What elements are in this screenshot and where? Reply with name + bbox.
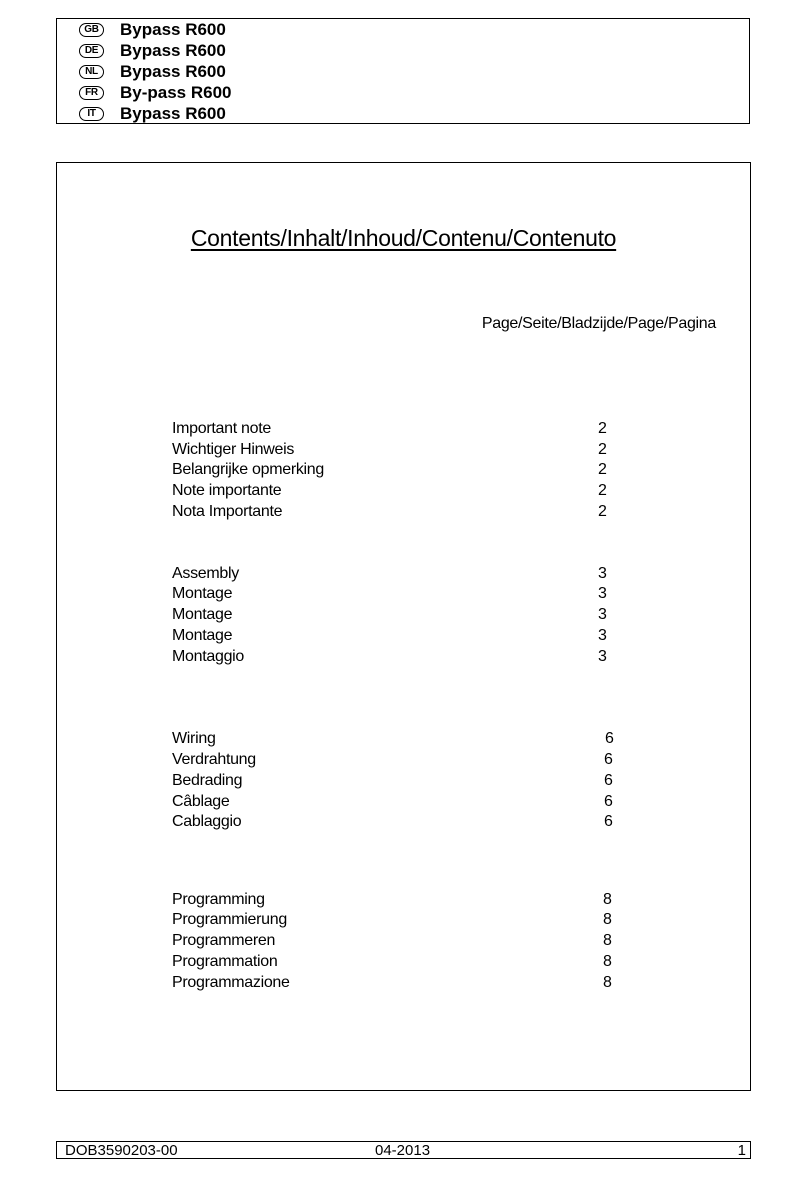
toc-entry-page: 8 xyxy=(603,974,612,991)
language-row xyxy=(79,19,226,40)
toc-entry-page: 8 xyxy=(603,911,612,928)
toc-entry-page: 8 xyxy=(603,932,612,949)
toc-entry-label: Montage xyxy=(172,606,233,623)
language-header xyxy=(56,18,750,124)
toc-entry-label: Programmierung xyxy=(172,911,287,928)
toc-entry-page: 2 xyxy=(598,482,607,499)
language-title: Bypass R600 xyxy=(120,103,226,123)
toc-entry-page: 3 xyxy=(598,606,607,623)
page-number: 1 xyxy=(737,1142,746,1159)
toc-entry-page: 3 xyxy=(598,585,607,602)
toc-entry-label: Nota Importante xyxy=(172,503,283,520)
contents-box xyxy=(56,162,751,1091)
toc-entry-page: 3 xyxy=(598,627,607,644)
toc-entry-page: 6 xyxy=(604,793,613,810)
toc-entry-page: 6 xyxy=(604,772,613,789)
language-badge: NL xyxy=(79,65,104,79)
toc-entry-label: Programmation xyxy=(172,953,278,970)
language-badge: IT xyxy=(79,107,104,121)
language-title: Bypass R600 xyxy=(120,40,226,60)
language-title: By-pass R600 xyxy=(120,82,232,102)
toc-entry-page: 8 xyxy=(603,891,612,908)
language-badge: FR xyxy=(79,86,104,100)
toc-entry-label: Note importante xyxy=(172,482,282,499)
language-row xyxy=(79,82,232,103)
document-number: DOB3590203-00 xyxy=(65,1142,178,1159)
toc-entry-label: Wiring xyxy=(172,730,216,747)
toc-entry-page: 3 xyxy=(598,565,607,582)
toc-entry-page: 6 xyxy=(604,813,613,830)
language-title: Bypass R600 xyxy=(120,19,226,39)
toc-entry-label: Montaggio xyxy=(172,648,245,665)
contents-title: Contents/Inhalt/Inhoud/Contenu/Contenuto xyxy=(190,225,617,251)
language-title: Bypass R600 xyxy=(120,61,226,81)
toc-entry-page: 2 xyxy=(598,461,607,478)
toc-entry-page: 3 xyxy=(598,648,607,665)
toc-entry-label: Bedrading xyxy=(172,772,243,789)
toc-entry-label: Assembly xyxy=(172,565,239,582)
page-footer xyxy=(56,1141,751,1159)
toc-entry-label: Montage xyxy=(172,627,233,644)
page-column-header: Page/Seite/Bladzijde/Page/Pagina xyxy=(481,315,716,332)
language-badge: GB xyxy=(79,23,104,37)
toc-entry-label: Belangrijke opmerking xyxy=(172,461,325,478)
language-badge: DE xyxy=(79,44,104,58)
toc-entry-label: Verdrahtung xyxy=(172,751,256,768)
toc-entry-label: Programmeren xyxy=(172,932,276,949)
toc-entry-label: Montage xyxy=(172,585,233,602)
toc-entry-label: Programmazione xyxy=(172,974,290,991)
toc-entry-page: 2 xyxy=(598,503,607,520)
toc-entry-label: Câblage xyxy=(172,793,230,810)
toc-entry-label: Cablaggio xyxy=(172,813,242,830)
language-row xyxy=(79,103,226,124)
toc-entry-page: 6 xyxy=(604,751,613,768)
language-row xyxy=(79,40,226,61)
document-date: 04-2013 xyxy=(375,1142,431,1159)
toc-entry-page: 6 xyxy=(605,730,614,747)
toc-entry-page: 2 xyxy=(598,441,607,458)
language-row xyxy=(79,61,226,82)
toc-entry-label: Programming xyxy=(172,891,265,908)
toc-entry-label: Important note xyxy=(172,420,271,437)
toc-entry-page: 8 xyxy=(603,953,612,970)
toc-entry-page: 2 xyxy=(598,420,607,437)
toc-entry-label: Wichtiger Hinweis xyxy=(172,441,295,458)
